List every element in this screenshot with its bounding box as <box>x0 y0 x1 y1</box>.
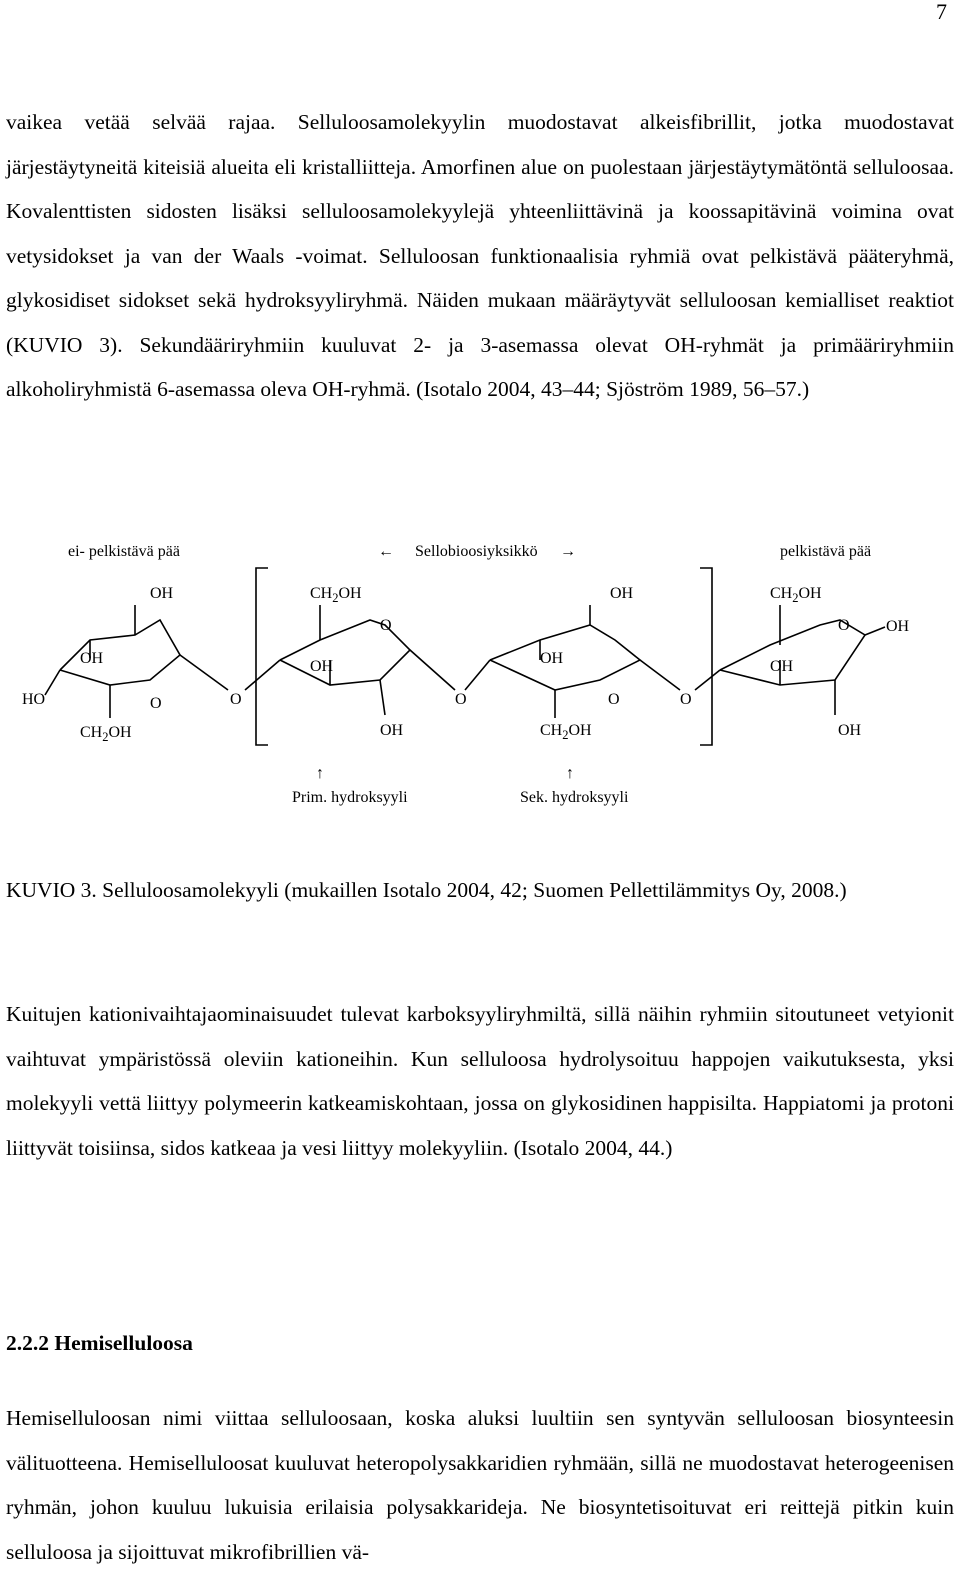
page-number: 7 <box>936 0 947 24</box>
label-reducing-end: pelkistävä pää <box>780 543 872 560</box>
body-paragraph: Hemiselluloosan nimi viittaa selluloosaan, koska aluksi luultiin sen syntyvän selluloosan biosynteesin välituotteena. Hemiselluloosat kuuluvat heteropolysakkaridien ryhmään, sillä ne muodostavat heterogeenisen ryhmän, johon kuuluu lukuisia erilaisia polysakkarideja. Ne biosyntetisoituvat eri reittejä pitkin kuin selluloosa ja sijoittuvat mikrofibrillien vä- <box>6 1406 954 1564</box>
group-ch2oh: $CH_2OH$ <box>770 585 822 605</box>
group-oh: OH <box>310 658 334 675</box>
left-bracket <box>256 568 268 745</box>
ring-oxygen: O <box>608 691 620 708</box>
glycosidic-oxygen: O <box>455 691 467 708</box>
body-paragraph: vaikea vetää selvää rajaa. Selluloosamolekyylin muodostavat alkeisfibrillit, jotka muodostavat järjestäytyneitä kiteisiä alueita eli kristalliitteja. Amorfinen alue on puolestaan järjestäytymätöntä selluloosaa. Kovalenttisten sidosten lisäksi selluloosamolekyylejä yhteenliittävinä ja koossapitävinä voimina ovat vetysidokset ja van der Waals -voimat. Selluloosan funktionaalisia ryhmiä ovat pelkistävä pääteryhmä, glykosidiset sidokset sekä hydroksyyliryhmä. Näiden mukaan määräytyvät selluloosan kemialliset reaktiot (KUVIO 3). Sekundääriryhmiin kuuluvat 2- ja 3-asemassa olevat OH-ryhmät ja primääriryhmiin alkoholiryhmistä 6-asemassa oleva OH-ryhmä. (Isotalo 2004, 43‒44; Sjöström 1989, 56‒57.) <box>6 110 954 401</box>
ring-oxygen: O <box>838 617 850 634</box>
glycosidic-oxygen: O <box>680 691 692 708</box>
glycosidic-oxygen: O <box>230 691 242 708</box>
body-paragraph: Kuitujen kationivaihtajaominaisuudet tulevat karboksyyliryhmiltä, sillä näihin ryhmiin sitoutuneet vetyionit vaihtuvat ympäristössä oleviin kationeihin. Kun selluloosa hydrolysoituu happojen vaikutuksesta, yksi molekyyli vettä liittyy polymeerin katkeamiskohtaan, jossa on glykosidinen happisilta. Happiatomi ja protoni liittyvät toisiinsa, sidos katkeaa ja vesi liittyy molekyyliin. (Isotalo 2004, 44.) <box>6 1002 954 1160</box>
group-ch2oh: $CH_2OH$ <box>80 724 132 744</box>
cellulose-structure-figure <box>0 530 960 820</box>
group-oh: OH <box>80 650 104 667</box>
arrow-up-icon: ↑ <box>316 765 324 782</box>
label-nonreducing-end: ei- pelkistävä pää <box>68 543 180 560</box>
group-oh: OH <box>770 658 794 675</box>
label-primary-hydroxyl: Prim. hydroksyyli <box>292 789 408 806</box>
group-oh: OH <box>380 722 404 739</box>
section-heading: 2.2.2 Hemiselluloosa <box>6 1331 193 1355</box>
right-bracket <box>700 568 712 745</box>
group-ch2oh: $CH_2OH$ <box>310 585 362 605</box>
group-oh: OH <box>886 618 910 635</box>
figure-caption: KUVIO 3. Selluloosamolekyyli (mukaillen Isotalo 2004, 42; Suomen Pellettilämmitys Oy, 2008.) <box>6 878 847 902</box>
arrow-up-icon: ↑ <box>566 765 574 782</box>
group-oh: OH <box>540 650 564 667</box>
glucose-ring-1 <box>60 620 180 685</box>
group-ch2oh: $CH_2OH$ <box>540 722 592 742</box>
ring-oxygen: O <box>150 695 162 712</box>
group-ho: HO <box>22 691 46 708</box>
label-cellobiose-unit: Sellobioosiyksikkö <box>415 543 538 560</box>
group-oh: OH <box>610 585 634 602</box>
group-oh: OH <box>838 722 862 739</box>
glucose-ring-3 <box>490 625 640 690</box>
ring-oxygen: O <box>380 617 392 634</box>
group-oh: OH <box>150 585 174 602</box>
label-secondary-hydroxyl: Sek. hydroksyyli <box>520 789 629 806</box>
arrow-right-icon: → <box>560 543 576 560</box>
arrow-left-icon: ← <box>378 543 394 560</box>
